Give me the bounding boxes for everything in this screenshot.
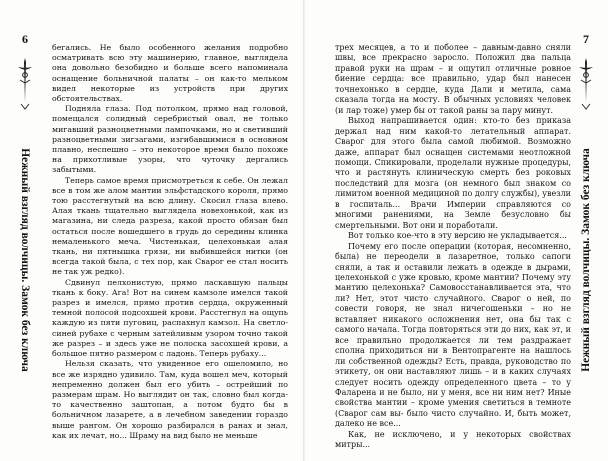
- paragraph: Нельзя сказать, что увиденное его ошеломило, но все же изрядно удивило. Там, куда вошел меч, который непременно должен был его убить – острейший по размерам шрам. Но выглядит он так, словно был когда-то качественно заштопан, а потом будто бы в больничном лазарете, а в лечебном заведении гораздо выше рангом. Он хорошо разбирался в ранах и знал, как их лечат, но... Шраму на вид было не меньше: [52, 359, 288, 440]
- running-head-right: Нежный взгляд волчицы. Замок без ключа: [580, 148, 592, 372]
- paragraph: Подняла глаза. Под потолком, прямо над головой, помещался солидный серебристый овал, не только мигавший разноцветными лампочками, но и светивший разноцветными зигзагами, изгибавшимися в основном плавно, неспешно – это некоторое время было похоже на прихотливые узоры, что чуточку дергались забытыми.: [52, 104, 288, 175]
- paragraph: Как, не исключено, и у некоторых свойствах митры...: [335, 429, 571, 450]
- paragraph: Выход напрашивается один: кто-то без приказа держал над ним какой-то летательный аппарат. Сварог для этого была самой любимой. Возможно даже, аппарат был оснащен системами неотложной помощи. Спикировали, проделали нужные процедуры, что и растянуть клиническую смерть без роковых последствий для мозга (он немного был знаком со лимитом военной медициной по долгу службы), увезли в госпиталь... Врачи Империи справляются со многими ранениями, на Земле безусловно бы смертельными. Вот они и поработали.: [335, 116, 571, 230]
- rapier-ornament-icon: [576, 56, 596, 110]
- left-margin: [14, 0, 36, 461]
- paragraph: Теперь самое время присмотреться к себе. Он лежал все в том же алом мантии эльфстадского короля, прямо тою расстегнутый на всю длину. Скосил глаза влево. Алая ткань тщательно выглядела новехонькой, как из магазина, ни следа разреза, какой просто обязан был остаться после вошедшего в грудь до середины клинка немаленького меча. Чистенькая, целехонькая алая ткань, ни пятнышка грязи, ни выбившейся нитки (он всегда такой была, с тех пор, как Сварог ее стал носить не так уж редко).: [52, 175, 288, 277]
- paragraph: Вот только кое-что в эту версию не укладывается...: [348, 231, 567, 241]
- paragraph: бегались. Не было особенного желания подробно осматривать всю эту машинерию, главное, выглядела она довольно безобидно и больше всего напоминала оснащение больничной палаты – он как-то мельком видел некоторые из устройств при других обстоятельствах.: [52, 43, 288, 104]
- paragraph: трех месяцев, а то и поболее – давным-давно сняли швы, все прекрасно заросло. Положил два пальца правой руки на шрам – и ощутил отличные ровное биение сердца: все правильно, удар был нанесен точнехонько в сердце, куда Дали и метила, сама сказала тогда на мосту. В обычных условиях человек (и лар тоже) умер бы от такой раны за пару минут.: [335, 43, 571, 115]
- paragraph: Почему его после операции (которая, несомненно, была) не переодели в лазаретное, только сапоги сняли, а так и оставили лежать в одежде в дырами, целехонькой с уже кровью, кроме мантии? Почему эту мантию целехонька? Самовосстанавливается эта, что ли? Нет, этот чисто случайного. Сварог о ней, по совести говоря, не знал ничегошеньки – но не вставляет никакого осложнения нет, она бы так с самого начала. Тогда повторяться эти до них, как эт, и все правильно продолжается ли тем раздражает сполна приходиться ни в Вентопрагенте на нашлось ли собственной одежды? Есть, правда, руководство по этикету, он они наставляют лишь – и в каких случаях следует носить одежду определенного цвета – то у Фаларена и не было, ни у меня, все ни ним нет? Иные свойства мантии – кроме умения светиться в темноте (Сварог сам вы- было чисто случайно. И, быть может, далеко не все...: [335, 241, 571, 429]
- right-page: [305, 0, 608, 461]
- running-head-left: Нежный взгляд волчицы. Замок без ключа: [19, 148, 31, 372]
- right-text-column: [335, 43, 571, 451]
- page-number-right: 7: [583, 32, 589, 46]
- left-text-column: [52, 43, 288, 441]
- rapier-ornament-icon: [15, 56, 35, 110]
- page-number-left: 6: [22, 32, 28, 46]
- left-page: [0, 0, 303, 461]
- paragraph: Сдвинул пелхонистую, прямо ласкавшую пальцы ткань к боку. Ага! Вот на синем камзоле имелся такой разрез и имелся, прямо против сердца, окруженный темной полосой подсохшей крови. Расстегнул на ощупь каждую из пяти пуговиц, распахнул камзол. На светло-синей рубахе с черным затейливым узором точно такой же разрез – и здесь уже не полоска засохшей крови, а большое пятно размером с ладонь. Теперь рубаху...: [52, 277, 288, 359]
- right-margin: [575, 0, 597, 461]
